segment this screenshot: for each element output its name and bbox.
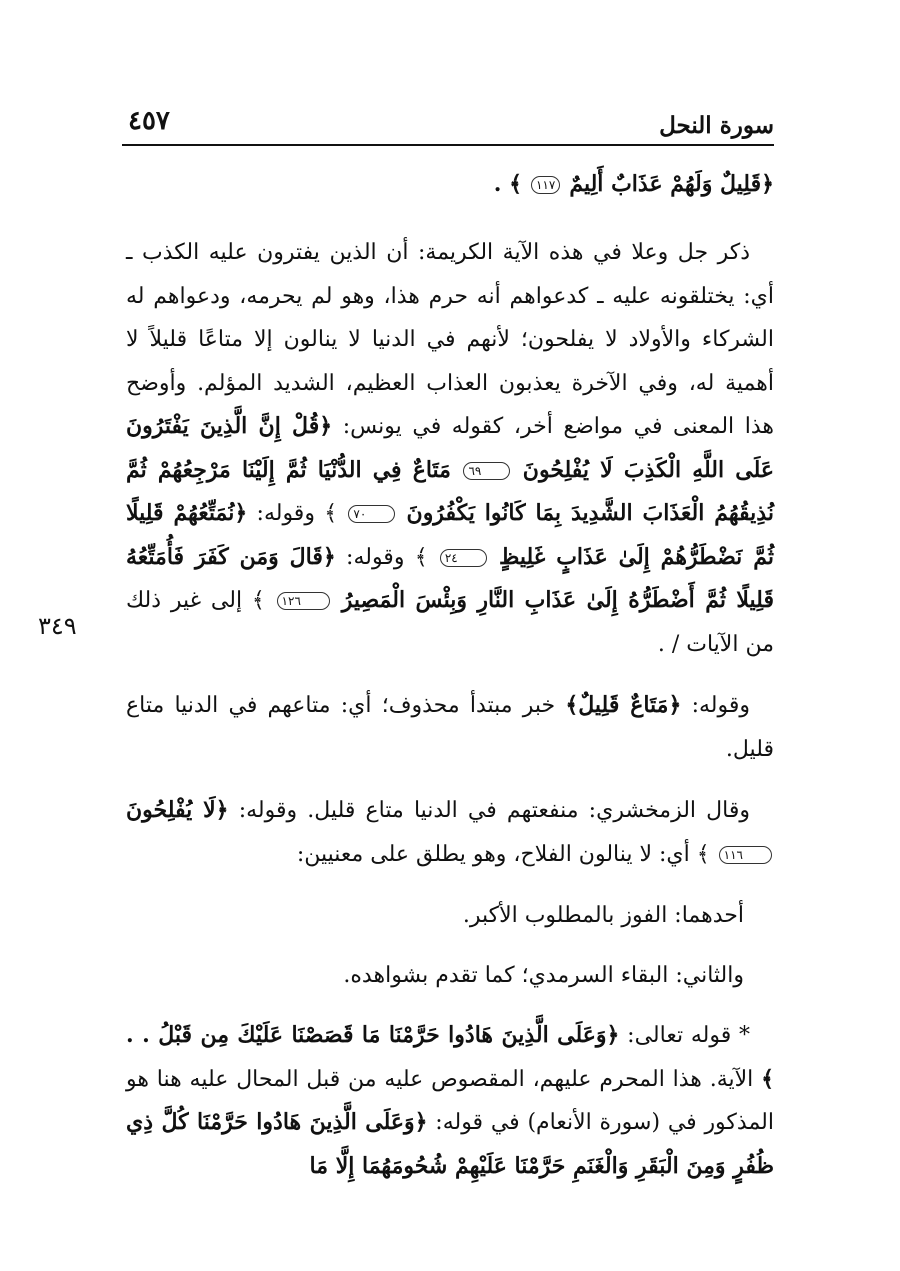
page-header: [122, 100, 774, 146]
ayah-number-marker: ١١٧: [531, 176, 560, 194]
quran-quote: ﴿نُمَتِّعُهُمْ قَلِيلًا ثُمَّ نَضْطَرُّهُمْ إِلَىٰ عَذَابٍ غَلِيظٍ: [126, 500, 774, 570]
paragraph-text: ﴾ وقوله:: [256, 501, 338, 526]
paragraph-new-verse: [126, 1014, 774, 1188]
meaning-item-first: أحدهما: الفوز بالمطلوب الأكبر.: [462, 903, 744, 928]
paragraph-text: ﴾ إلى غير ذلك من الآيات / .: [126, 588, 774, 657]
quote-close: ﴾ .: [493, 171, 522, 197]
paragraph-text: وقوله:: [691, 693, 750, 718]
quran-quote: ﴿قَلِيلٌ وَلَهُمْ عَذَابٌ أَلِيمٌ: [569, 171, 774, 197]
paragraph-text: ﴾ أي: لا ينالون الفلاح، وهو يطلق على معنيين:: [296, 841, 710, 867]
quran-quote: ﴿لَا يُفْلِحُونَ: [126, 797, 229, 823]
quran-quote: ﴿قُلْ إِنَّ الَّذِينَ يَفْتَرُونَ عَلَى اللَّهِ الْكَذِبَ لَا يُفْلِحُونَ: [126, 413, 774, 483]
paragraph-text: الآية. هذا المحرم عليهم، المقصوص عليه من قبل المحال عليه هنا هو المذكور في (سورة الأنعام) في قوله:: [126, 1066, 774, 1135]
quran-quote: ﴿وَعَلَى الَّذِينَ هَادُوا حَرَّمْنَا مَا قَصَصْنَا عَلَيْكَ مِن قَبْلُ . . ﴾: [126, 1022, 774, 1092]
paragraph-text: ﴾ وقوله:: [346, 544, 428, 570]
paragraph-text: ذكر جل وعلا في هذه الآية الكريمة: أن الذين يفترون عليه الكذب ـ أي: يختلقونه عليه ـ كدعواهم أنه حرم هذا، وهو لم يحرمه، ودعواهم له الشركاء والأولاد لا يفلحون؛ لأنهم في الدنيا لا ينالون إلا متاعًا قليلاً لا أهمية له، وفي الآخرة يعذبون العذاب العظيم، الشديد المؤلم. وأوضح هذا المعنى في مواضع أخر، كقوله في يونس:: [126, 240, 775, 439]
ayah-number-marker: ١١٦: [719, 846, 772, 864]
ayah-number-marker: ٦٩: [463, 462, 510, 480]
paragraph-text: وقال الزمخشري: منفعتهم في الدنيا متاع قليل. وقوله:: [238, 798, 751, 823]
quran-quote: ﴿مَتَاعٌ قَلِيلٌ﴾: [565, 692, 682, 718]
paragraph-grammar: [126, 684, 774, 771]
ayah-number-marker: ١٢٦: [277, 592, 330, 610]
ayah-number-marker: ٧٠: [348, 505, 395, 523]
page-number: ٤٥٧: [128, 106, 170, 136]
paragraph-commentary: [126, 231, 774, 666]
paragraph-text: * قوله تعالى:: [627, 1023, 750, 1048]
quran-quote: مَتَاعٌ فِي الدُّنْيَا ثُمَّ إِلَيْنَا مَرْجِعُهُمْ ثُمَّ نُذِيقُهُمُ الْعَذَابَ الشَّدِيدَ بِمَا كَانُوا يَكْفُرُونَ: [126, 456, 774, 526]
verse-continuation: [126, 158, 774, 211]
side-page-reference: ٣٤٩: [38, 612, 77, 640]
paragraph-zamakhshari: [126, 789, 774, 876]
quran-quote: ﴿وَعَلَى الَّذِينَ هَادُوا حَرَّمْنَا كُلَّ ذِي ظُفُرٍ وَمِنَ الْبَقَرِ وَالْغَنَمِ حَرَّمْنَا عَلَيْهِمْ شُحُومَهُمَا إِلَّا مَا: [126, 1109, 774, 1179]
page-body: [126, 158, 774, 1206]
paragraph-text: خبر مبتدأ محذوف؛ أي: متاعهم في الدنيا متاع قليل.: [126, 693, 774, 762]
ayah-number-marker: ٢٤: [440, 549, 487, 567]
meaning-item-second: والثاني: البقاء السرمدي؛ كما تقدم بشواهده.: [343, 963, 744, 988]
quran-quote: ﴿قَالَ وَمَن كَفَرَ فَأُمَتِّعُهُ قَلِيلًا ثُمَّ أَضْطَرُّهُ إِلَىٰ عَذَابِ النَّارِ وَبِئْسَ الْمَصِيرُ: [126, 543, 774, 613]
surah-title: سورة النحل: [659, 112, 774, 139]
